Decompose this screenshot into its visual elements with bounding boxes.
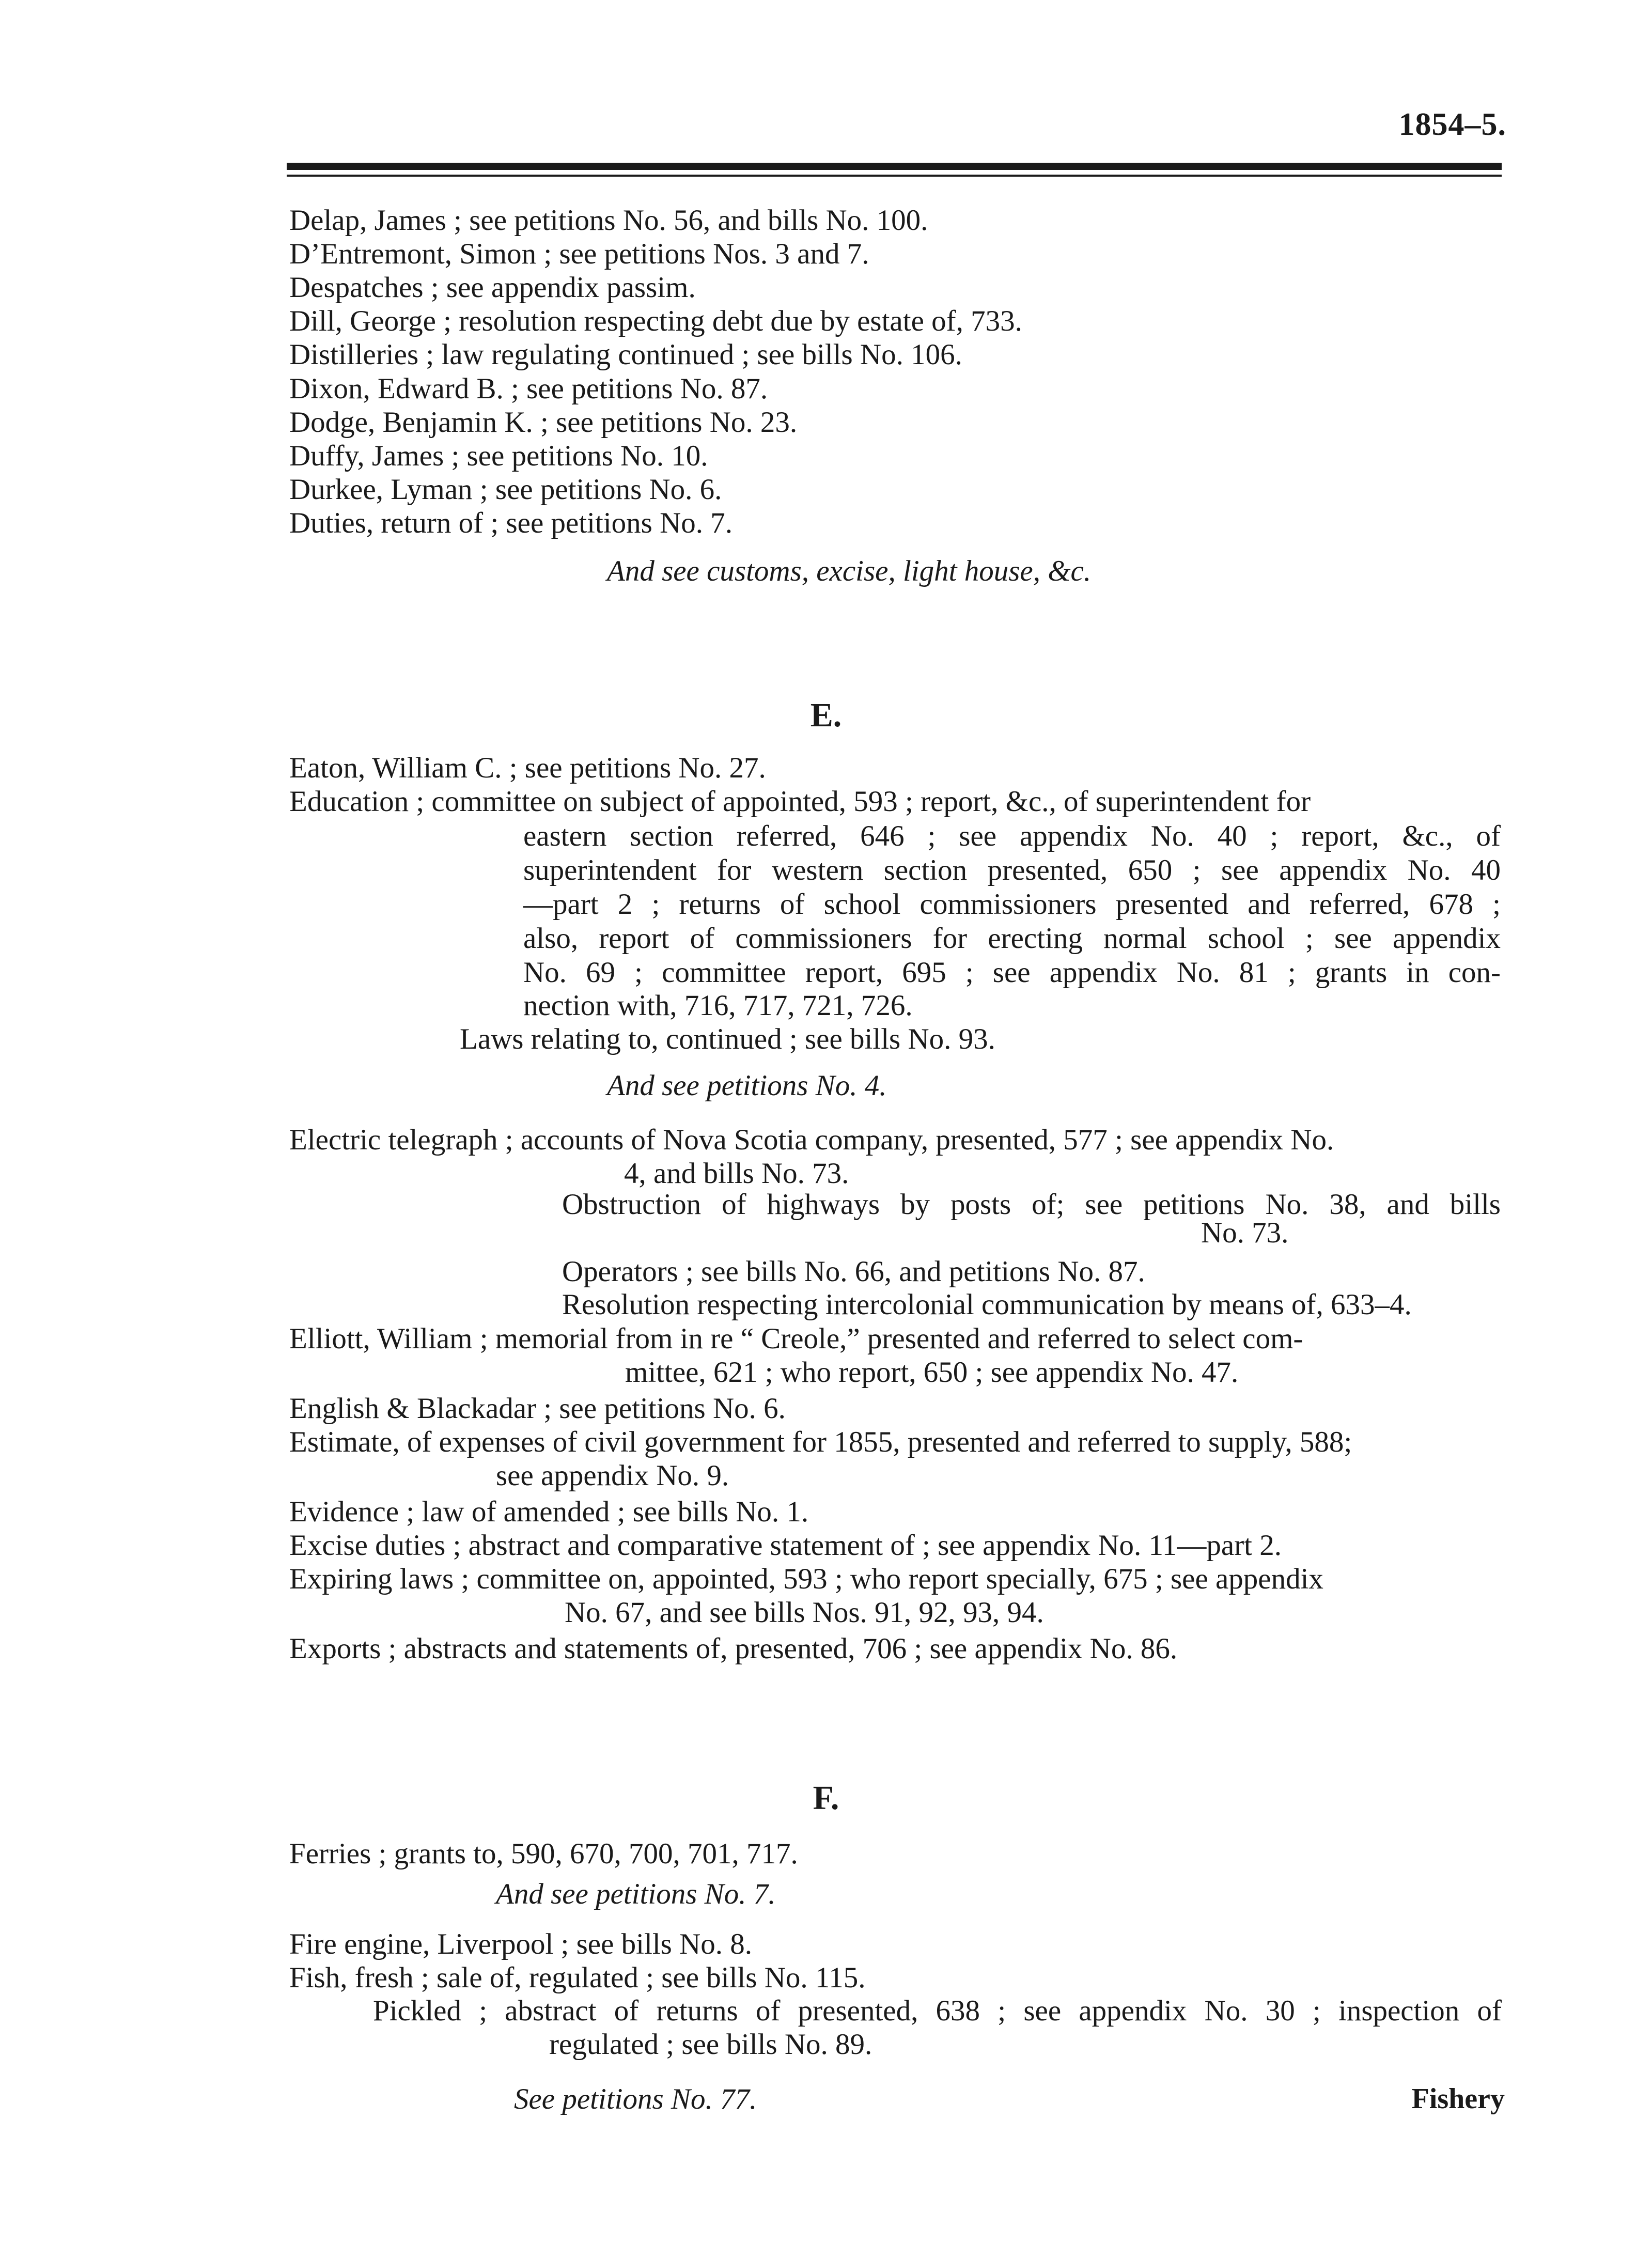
index-entry-continuation: mittee, 621 ; who report, 650 ; see appendix No. 47. [625, 1356, 1239, 1389]
index-entry-continuation: regulated ; see bills No. 89. [549, 2028, 872, 2061]
index-entry: Fish, fresh ; sale of, regulated ; see bills No. 115. [289, 1961, 866, 1994]
index-subentry: Pickled ; abstract of returns of presented, 638 ; see appendix No. 30 ; inspection of [373, 1995, 1502, 2027]
index-entry: Excise duties ; abstract and comparative statement of ; see appendix No. 11—part 2. [289, 1529, 1282, 1562]
index-entry-continuation: eastern section referred, 646 ; see appendix No. 40 ; report, &c., of [523, 820, 1501, 852]
index-entry: Dodge, Benjamin K. ; see petitions No. 23. [289, 406, 798, 439]
index-entry: Fire engine, Liverpool ; see bills No. 8. [289, 1928, 752, 1960]
index-entry: Electric telegraph ; accounts of Nova Scotia company, presented, 577 ; see appendix No. [289, 1124, 1334, 1156]
index-entry: Distilleries ; law regulating continued ; see bills No. 106. [289, 338, 962, 371]
index-entry: Elliott, William ; memorial from in re “ Creole,” presented and referred to select com- [289, 1322, 1303, 1355]
section-letter-f: F. [813, 1779, 839, 1817]
header-rule-thick [287, 163, 1502, 170]
index-entry: Duties, return of ; see petitions No. 7. [289, 507, 733, 539]
cross-reference: And see petitions No. 7. [496, 1878, 776, 1910]
index-entry: Durkee, Lyman ; see petitions No. 6. [289, 473, 722, 506]
section-letter-e: E. [810, 696, 842, 734]
index-entry: English & Blackadar ; see petitions No. 6. [289, 1392, 786, 1425]
index-entry-continuation: No. 69 ; committee report, 695 ; see appendix No. 81 ; grants in con- [523, 956, 1501, 989]
index-entry: Estimate, of expenses of civil government for 1855, presented and referred to supply, 588; [289, 1426, 1352, 1458]
index-entry: Dill, George ; resolution respecting debt due by estate of, 733. [289, 305, 1022, 337]
index-entry: Despatches ; see appendix passim. [289, 271, 696, 304]
index-entry: Delap, James ; see petitions No. 56, and bills No. 100. [289, 204, 928, 237]
index-entry: Ferries ; grants to, 590, 670, 700, 701, 717. [289, 1837, 798, 1870]
index-entry: Duffy, James ; see petitions No. 10. [289, 440, 708, 472]
cross-reference: And see petitions No. 4. [607, 1069, 887, 1102]
index-entry-continuation: see appendix No. 9. [496, 1459, 729, 1492]
index-subentry: Resolution respecting intercolonial communication by means of, 633–4. [562, 1288, 1412, 1321]
cross-reference: And see customs, excise, light house, &c. [607, 555, 1092, 587]
catchword: Fishery [1411, 2083, 1505, 2115]
index-entry: Dixon, Edward B. ; see petitions No. 87. [289, 372, 768, 405]
index-entry-continuation: 4, and bills No. 73. [624, 1157, 849, 1190]
index-entry: Evidence ; law of amended ; see bills No. 1. [289, 1496, 809, 1528]
index-entry-continuation: No. 67, and see bills Nos. 91, 92, 93, 94. [565, 1596, 1044, 1629]
index-entry-continuation: superintendent for western section presented, 650 ; see appendix No. 40 [523, 854, 1501, 886]
index-entry-continuation: nection with, 716, 717, 721, 726. [523, 989, 913, 1022]
index-entry-continuation: also, report of commissioners for erecting normal school ; see appendix [523, 922, 1501, 955]
index-entry: Education ; committee on subject of appointed, 593 ; report, &c., of superintendent for [289, 785, 1311, 818]
index-entry: Exports ; abstracts and statements of, presented, 706 ; see appendix No. 86. [289, 1632, 1178, 1665]
index-entry-continuation: No. 73. [1201, 1217, 1289, 1249]
index-entry-continuation: —part 2 ; returns of school commissioners presented and referred, 678 ; [523, 888, 1501, 921]
index-subentry: Obstruction of highways by posts of; see petitions No. 38, and bills [562, 1188, 1501, 1221]
index-entry: Eaton, William C. ; see petitions No. 27. [289, 752, 766, 784]
index-subentry: Laws relating to, continued ; see bills No. 93. [460, 1023, 995, 1055]
index-subentry: Operators ; see bills No. 66, and petitions No. 87. [562, 1255, 1145, 1288]
page-header-year: 1854–5. [1398, 107, 1506, 142]
index-entry: Expiring laws ; committee on, appointed, 593 ; who report specially, 675 ; see appendix [289, 1563, 1323, 1595]
index-entry: D’Entremont, Simon ; see petitions Nos. 3 and 7. [289, 238, 869, 270]
cross-reference: See petitions No. 77. [514, 2083, 757, 2115]
header-rule-thin [287, 175, 1502, 177]
